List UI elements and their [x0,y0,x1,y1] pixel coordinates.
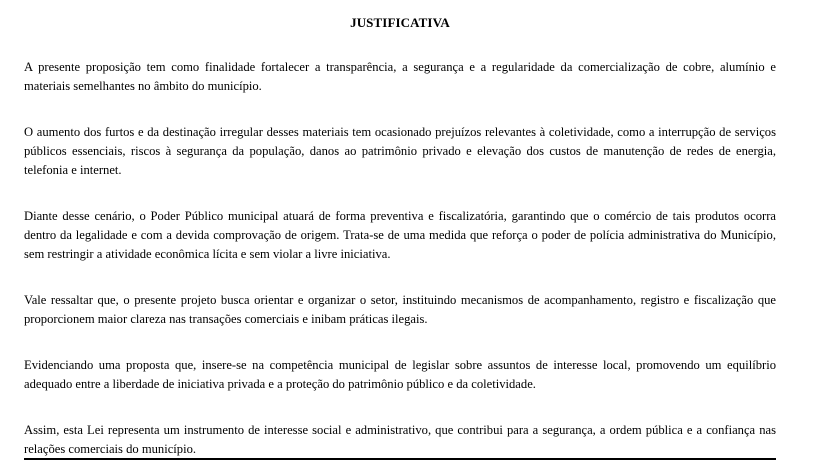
document-title: JUSTIFICATIVA [350,15,450,30]
paragraph-public-power: Diante desse cenário, o Poder Público municipal atuará de forma preventiva e fiscalizatória, garantindo que o comércio de tais produtos ocorra dentro da legalidade e com a devida comprovação de origem. Trata-se de uma medida que reforça o poder de polícia administrativa do Município, sem restringir a atividade econômica lícita e sem violar a livre iniciativa. [24,209,776,261]
paragraph-problem: O aumento dos furtos e da destinação irregular desses materiais tem ocasionado prejuízos relevantes à coletividade, como a interrupção de serviços públicos essenciais, riscos à segurança da população, danos ao patrimônio privado e elevação dos custos de manutenção de redes de energia, telefonia e internet. [24,125,776,177]
paragraph-purpose: A presente proposição tem como finalidade fortalecer a transparência, a segurança e a regularidade da comercialização de cobre, alumínio e materiais semelhantes no âmbito do município. [24,60,776,93]
bottom-divider [24,458,776,460]
document-page [24,0,776,459]
paragraph-competence: Evidenciando uma proposta que, insere-se na competência municipal de legislar sobre assuntos de interesse local, promovendo um equilíbrio adequado entre a liberdade de iniciativa privada e a proteção do patrimônio público e da coletividade. [24,358,776,391]
paragraph-organization: Vale ressaltar que, o presente projeto busca orientar e organizar o setor, instituindo mecanismos de acompanhamento, registro e fiscalização que proporcionem maior clareza nas transações comerciais e inibam práticas ilegais. [24,293,776,326]
paragraph-conclusion: Assim, esta Lei representa um instrumento de interesse social e administrativo, que contribui para a segurança, a ordem pública e a confiança nas relações comerciais do município. [24,423,776,456]
